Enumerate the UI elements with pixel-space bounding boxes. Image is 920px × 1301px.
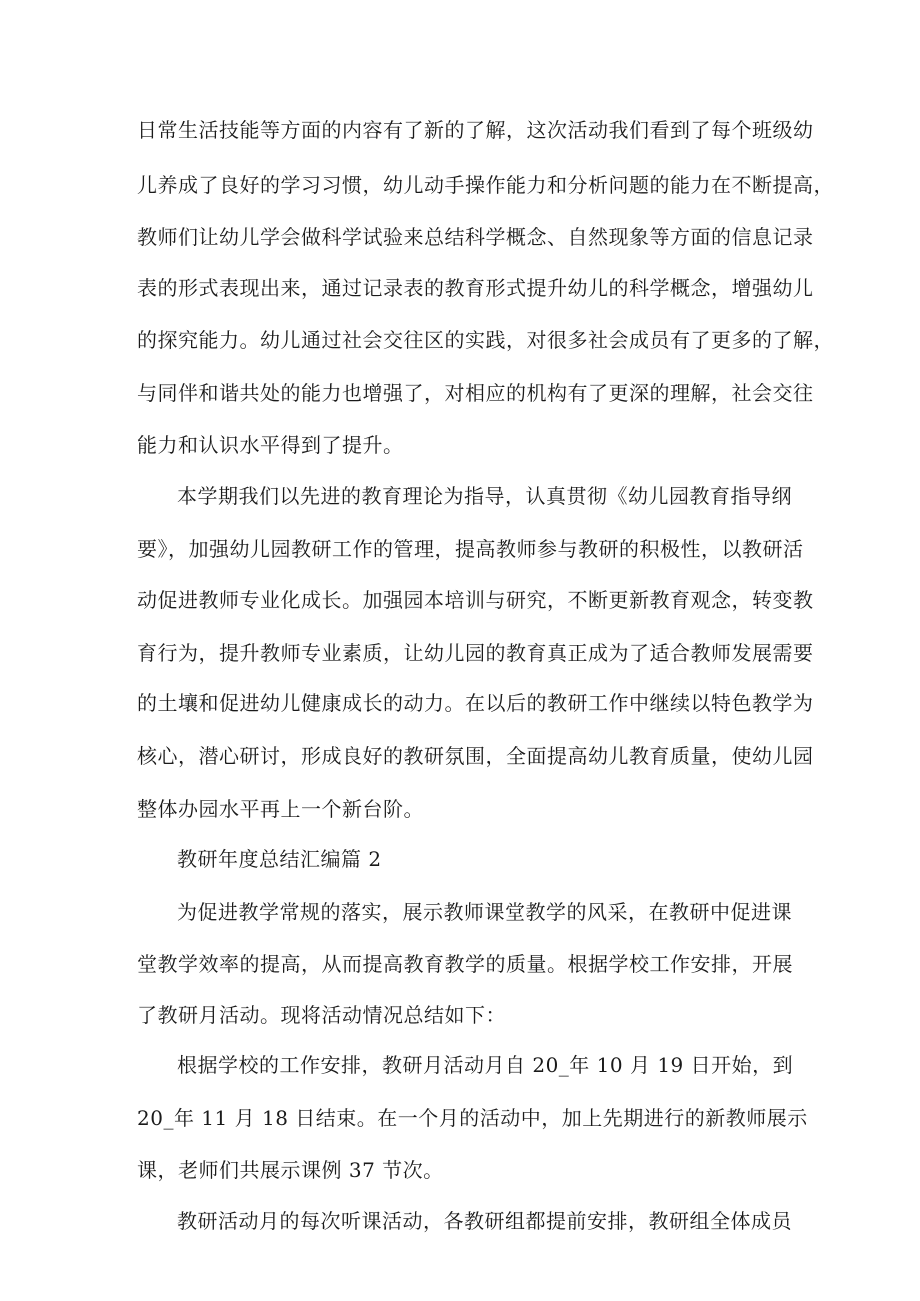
text-line: 的土壤和促进幼儿健康成长的动力。在以后的教研工作中继续以特色教学为 <box>137 691 814 715</box>
text-line: 与同伴和谐共处的能力也增强了，对相应的机构有了更深的理解，社会交往 <box>137 381 814 405</box>
text-line: 的探究能力。幼儿通过社会交往区的实践，对很多社会成员有了更多的了解， <box>137 328 834 352</box>
text-line: 育行为，提升教师专业素质，让幼儿园的教育真正成为了适合教师发展需要 <box>137 641 814 665</box>
text-line: 20_年 11 月 18 日结束。在一个月的活动中，加上先期进行的新教师展示 <box>137 1106 808 1130</box>
text-line: 日常生活技能等方面的内容有了新的了解，这次活动我们看到了每个班级幼 <box>137 118 814 142</box>
text-line: 堂教学效率的提高，从而提高教育教学的质量。根据学校工作安排，开展 <box>137 952 793 976</box>
text-line: 整体办园水平再上一个新台阶。 <box>137 797 424 821</box>
text-line: 要》，加强幼儿园教研工作的管理，提高教师参与教研的积极性，以教研活 <box>137 537 804 561</box>
text-line: 了教研月活动。现将活动情况总结如下： <box>137 1003 506 1027</box>
text-line: 核心，潜心研讨，形成良好的教研氛围，全面提高幼儿教育质量，使幼儿园 <box>137 744 814 768</box>
text-line: 为促进教学常规的落实，展示教师课堂教学的风采，在教研中促进课 <box>177 900 792 924</box>
text-line: 动促进教师专业化成长。加强园本培训与研究，不断更新教育观念，转变教 <box>137 588 814 612</box>
section-heading: 教研年度总结汇编篇 2 <box>177 847 382 871</box>
text-line: 教师们让幼儿学会做科学试验来总结科学概念、自然现象等方面的信息记录 <box>137 225 814 249</box>
text-line: 根据学校的工作安排，教研月活动月自 20_年 10 月 19 日开始，到 <box>177 1053 794 1077</box>
text-line: 教研活动月的每次听课活动，各教研组都提前安排，教研组全体成员 <box>177 1209 792 1233</box>
text-line: 表的形式表现出来，通过记录表的教育形式提升幼儿的科学概念，增强幼儿 <box>137 276 814 300</box>
text-line: 课，老师们共展示课例 37 节次。 <box>137 1158 444 1182</box>
text-line: 儿养成了良好的学习习惯，幼儿动手操作能力和分析问题的能力在不断提高， <box>137 173 834 197</box>
text-line: 能力和认识水平得到了提升。 <box>137 433 404 457</box>
text-line: 本学期我们以先进的教育理论为指导，认真贯彻《幼儿园教育指导纲 <box>177 484 792 508</box>
